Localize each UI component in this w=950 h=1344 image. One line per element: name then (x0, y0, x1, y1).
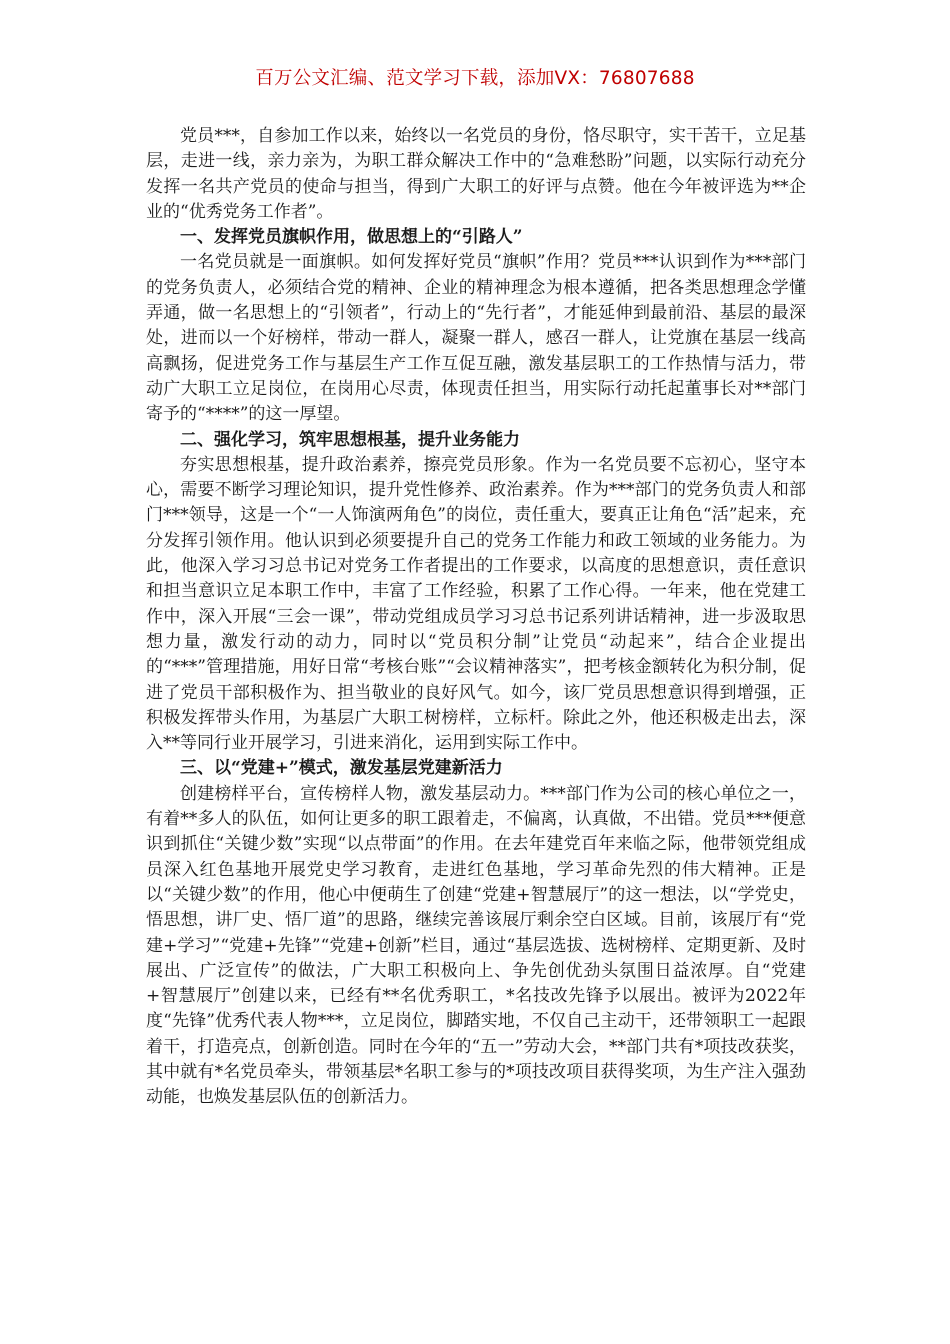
section-2-paragraph: 夯实思想根基，提升政治素养，擦亮党员形象。作为一名党员要不忘初心，坚守本心，需要不断学习理论知识，提升党性修养、政治素养。作为***部门的党务负责人和部门***领导，这是一个“一人饰演两角色”的岗位，责任重大，要真正让角色“活”起来，充分发挥引领作用。他认识到必须要提升自己的党务工作能力和政工领域的业务能力。为此，他深入学习习总书记对党务工作者提出的工作要求，以高度的思想意识，责任意识和担当意识立足本职工作中，丰富了工作经验，积累了工作心得。一年来，他在党建工作中，深入开展“三会一课”，带动党组成员学习习总书记系列讲话精神，进一步汲取思想力量，激发行动的动力，同时以“党员积分制”让党员“动起来”，结合企业提出的“***”管理措施，用好日常“考核台账”“会议精神落实”，把考核金额转化为积分制，促进了党员干部积极作为、担当敬业的良好风气。如今，该厂党员思想意识得到增强，正积极发挥带头作用，为基层广大职工树榜样，立标杆。除此之外，他还积极走出去，深入**等同行业开展学习，引进来消化，运用到实际工作中。 (146, 454, 806, 754)
section-1-paragraph: 一名党员就是一面旗帜。如何发挥好党员“旗帜”作用？党员***认识到作为***部门的党务负责人，必须结合党的精神、企业的精神理念为根本遵循，把各类思想理念学懂弄通，做一名思想上的“引领者”，行动上的“先行者”，才能延伸到最前沿、基层的最深处，进而以一个好榜样，带动一群人，凝聚一群人，感召一群人，让党旗在基层一线高高飘扬，促进党务工作与基层生产工作互促互融，激发基层职工的工作热情与活力，带动广大职工立足岗位，在岗用心尽责，体现责任担当，用实际行动托起董事长对**部门寄予的“****”的这一厚望。 (146, 252, 806, 425)
section-3-paragraph: 创建榜样平台，宣传榜样人物，激发基层动力。***部门作为公司的核心单位之一，有着**多人的队伍，如何让更多的职工跟着走，不偏离，认真做，不出错。党员***便意识到抓住“关键少数”实现“以点带面”的作用。在去年建党百年来临之际，他带领党组成员深入红色基地开展党史学习教育，走进红色基地，学习革命先烈的伟大精神。正是以“关键少数”的作用，他心中便萌生了创建“党建+智慧展厅”的这一想法，以“学党史，悟思想，讲厂史、悟厂道”的思路，继续完善该展厅剩余空白区域。目前，该展厅有“党建+学习”“党建+先锋”“党建+创新”栏目，通过“基层选拔、选树榜样、定期更新、及时展出、广泛宣传”的做法，广大职工积极向上、争先创优劲头氛围日益浓厚。自“党建+智慧展厅”创建以来，已经有**名优秀职工，*名技改先锋予以展出。被评为2022年度“先锋”优秀代表人物***，立足岗位，脚踏实地，不仅自己主动干，还带领职工一起跟着干，打造亮点，创新创造。同时在今年的“五一”劳动大会，**部门共有*项技改获奖，其中就有*名党员牵头，带领基层*名职工参与的*项技改项目获得奖项，为生产注入强劲动能，也焕发基层队伍的创新活力。 (146, 783, 806, 1108)
document-body (146, 124, 806, 1111)
section-2-heading: 二、强化学习，筑牢思想根基，提升业务能力 (180, 429, 520, 450)
section-1-heading: 一、发挥党员旗帜作用，做思想上的“引路人” (180, 227, 523, 248)
intro-paragraph: 党员***，自参加工作以来，始终以一名党员的身份，恪尽职守，实干苦干，立足基层，走进一线，亲力亲为，为职工群众解决工作中的“急难愁盼”问题，以实际行动充分发挥一名共产党员的使命与担当，得到广大职工的好评与点赞。他在今年被评选为**企业的“优秀党务工作者”。 (146, 126, 806, 222)
page-header-banner: 百万公文汇编、范文学习下载，添加VX：76807688 (255, 68, 695, 89)
section-3-heading: 三、以“党建+”模式，激发基层党建新活力 (180, 758, 503, 779)
